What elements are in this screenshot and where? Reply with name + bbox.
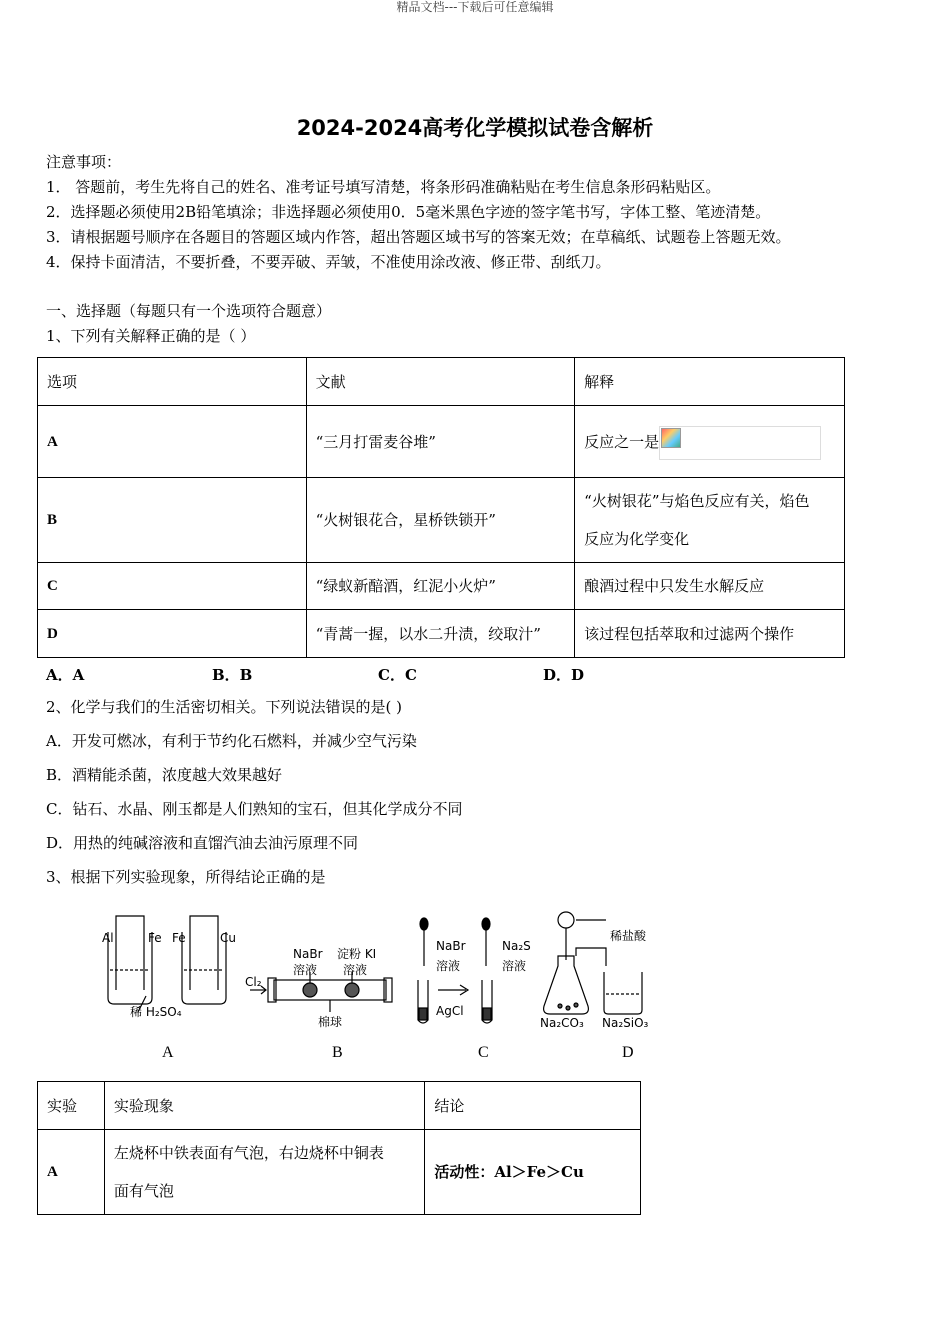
- label-sodium-silicate: Na₂SiO₃: [602, 1016, 649, 1030]
- question-2-stem: 2、化学与我们的生活密切相关。下列说法错误的是( ): [46, 698, 403, 716]
- label-fe: Fe: [148, 931, 162, 945]
- choice-b[interactable]: B．B: [212, 666, 253, 684]
- label-cu: Cu: [220, 931, 236, 945]
- choice-a[interactable]: A．开发可燃冰，有利于节约化石燃料，并减少空气污染: [46, 732, 417, 750]
- table-header-cell: 解释: [575, 358, 845, 406]
- label-sodium-carbonate: Na₂CO₃: [540, 1016, 584, 1030]
- table-row: [38, 563, 845, 610]
- label-nabr: NaBr: [436, 939, 466, 953]
- explanation-line: 反应为化学变化: [584, 530, 690, 548]
- section-heading: 一、选择题（每题只有一个选项符合题意）: [46, 302, 332, 320]
- table-header-cell: 结论: [425, 1082, 641, 1130]
- figure-caption-c: C: [478, 1044, 489, 1061]
- apparatus-b: [250, 972, 392, 1012]
- table-row: [38, 1130, 641, 1215]
- broken-image-icon: [661, 428, 681, 448]
- table-header-row: [38, 1082, 641, 1130]
- question-1-table: [37, 357, 845, 658]
- label-solution: 溶液: [343, 963, 368, 977]
- label-al: Al: [102, 931, 114, 945]
- figure-caption-b: B: [332, 1044, 343, 1061]
- literature-cell: “绿蚁新醅酒，红泥小火炉”: [306, 563, 575, 610]
- explanation-cell: 酿酒过程中只发生水解反应: [575, 563, 845, 610]
- observation-line: 左烧杯中铁表面有气泡，右边烧杯中铜表: [113, 1144, 384, 1162]
- table-header-cell: 选项: [38, 358, 307, 406]
- table-header-cell: 实验: [38, 1082, 105, 1130]
- explanation-cell: [575, 478, 845, 563]
- observation-line: 面有气泡: [113, 1182, 174, 1200]
- literature-cell: “三月打雷麦谷堆”: [306, 406, 575, 478]
- notice-item: 1． 答题前，考生先将自己的姓名、准考证号填写清楚，将条形码准确粘贴在考生信息条形码粘贴区。: [46, 178, 721, 196]
- notice-item: 3．请根据题号顺序在各题目的答题区域内作答，超出答题区域书写的答案无效；在草稿纸、试题卷上答题无效。: [46, 228, 791, 246]
- notice-heading: 注意事项：: [46, 153, 122, 171]
- choice-c[interactable]: C．C: [378, 666, 417, 684]
- choice-a[interactable]: A．A: [46, 666, 85, 684]
- page-header: 精品文档---下载后可任意编辑: [396, 0, 554, 14]
- option-cell: C: [38, 563, 307, 610]
- figure-caption-d: D: [622, 1044, 634, 1061]
- page-title: 2024-2024高考化学模拟试卷含解析: [296, 116, 654, 140]
- notice-item: 2．选择题必须使用2B铅笔填涂；非选择题必须使用0．5毫米黑色字迹的签字笔书写，字体工整、笔迹清楚。: [46, 203, 771, 221]
- choice-d[interactable]: D．D: [543, 666, 585, 684]
- literature-cell: “火树银花合，星桥铁锁开”: [306, 478, 575, 563]
- label-dilute-hydrochloric-acid: 稀盐酸: [610, 929, 647, 943]
- label-dilute-sulfuric-acid: 稀 H₂SO₄: [130, 1005, 182, 1019]
- choice-d[interactable]: D．用热的纯碱溶液和直馏汽油去油污原理不同: [46, 834, 359, 852]
- question-1-options: [46, 664, 746, 684]
- explanation-line: “火树银花”与焰色反应有关，焰色: [584, 492, 810, 510]
- figure-caption-a: A: [162, 1044, 174, 1061]
- explanation-cell: 该过程包括萃取和过滤两个操作: [575, 610, 845, 658]
- apparatus-d: [544, 912, 642, 1014]
- option-cell: A: [38, 406, 307, 478]
- explanation-text: 反应之一是: [584, 432, 660, 451]
- label-chlorine: Cl₂: [245, 975, 262, 989]
- apparatus-a: [108, 916, 226, 1012]
- notice-item: 4．保持卡面清洁，不要折叠，不要弄破、弄皱，不准使用涂改液、修正带、刮纸刀。: [46, 253, 611, 271]
- question-3-stem: 3、根据下列实验现象，所得结论正确的是: [46, 868, 326, 886]
- label-solution: 溶液: [293, 963, 318, 977]
- experiment-figure: [90, 900, 670, 1070]
- choice-c[interactable]: C．钻石、水晶、刚玉都是人们熟知的宝石，但其化学成分不同: [46, 800, 463, 818]
- table-row: [38, 478, 845, 563]
- label-cotton: 棉球: [318, 1015, 343, 1029]
- experiment-cell: A: [38, 1130, 105, 1215]
- label-agcl: AgCl: [436, 1004, 464, 1018]
- explanation-cell: [575, 406, 845, 478]
- table-row: [38, 406, 845, 478]
- option-cell: D: [38, 610, 307, 658]
- label-na2s: Na₂S: [502, 939, 531, 953]
- table-header-cell: 文献: [306, 358, 575, 406]
- equation-image: [659, 426, 821, 460]
- observation-cell: [104, 1130, 424, 1215]
- label-solution: 溶液: [502, 959, 527, 973]
- conclusion-cell: 活动性：Al＞Fe＞Cu: [425, 1130, 641, 1215]
- table-header-row: [38, 358, 845, 406]
- label-nabr: NaBr: [293, 947, 323, 961]
- table-header-cell: 实验现象: [104, 1082, 424, 1130]
- label-solution: 溶液: [436, 959, 461, 973]
- choice-b[interactable]: B．酒精能杀菌，浓度越大效果越好: [46, 766, 283, 784]
- literature-cell: “青蒿一握，以水二升渍，绞取汁”: [306, 610, 575, 658]
- question-3-table: [37, 1081, 641, 1215]
- option-cell: B: [38, 478, 307, 563]
- label-starch-ki: 淀粉 KI: [337, 947, 377, 961]
- table-row: [38, 610, 845, 658]
- question-1-stem: 1、下列有关解释正确的是（ ）: [46, 327, 256, 345]
- label-fe: Fe: [172, 931, 186, 945]
